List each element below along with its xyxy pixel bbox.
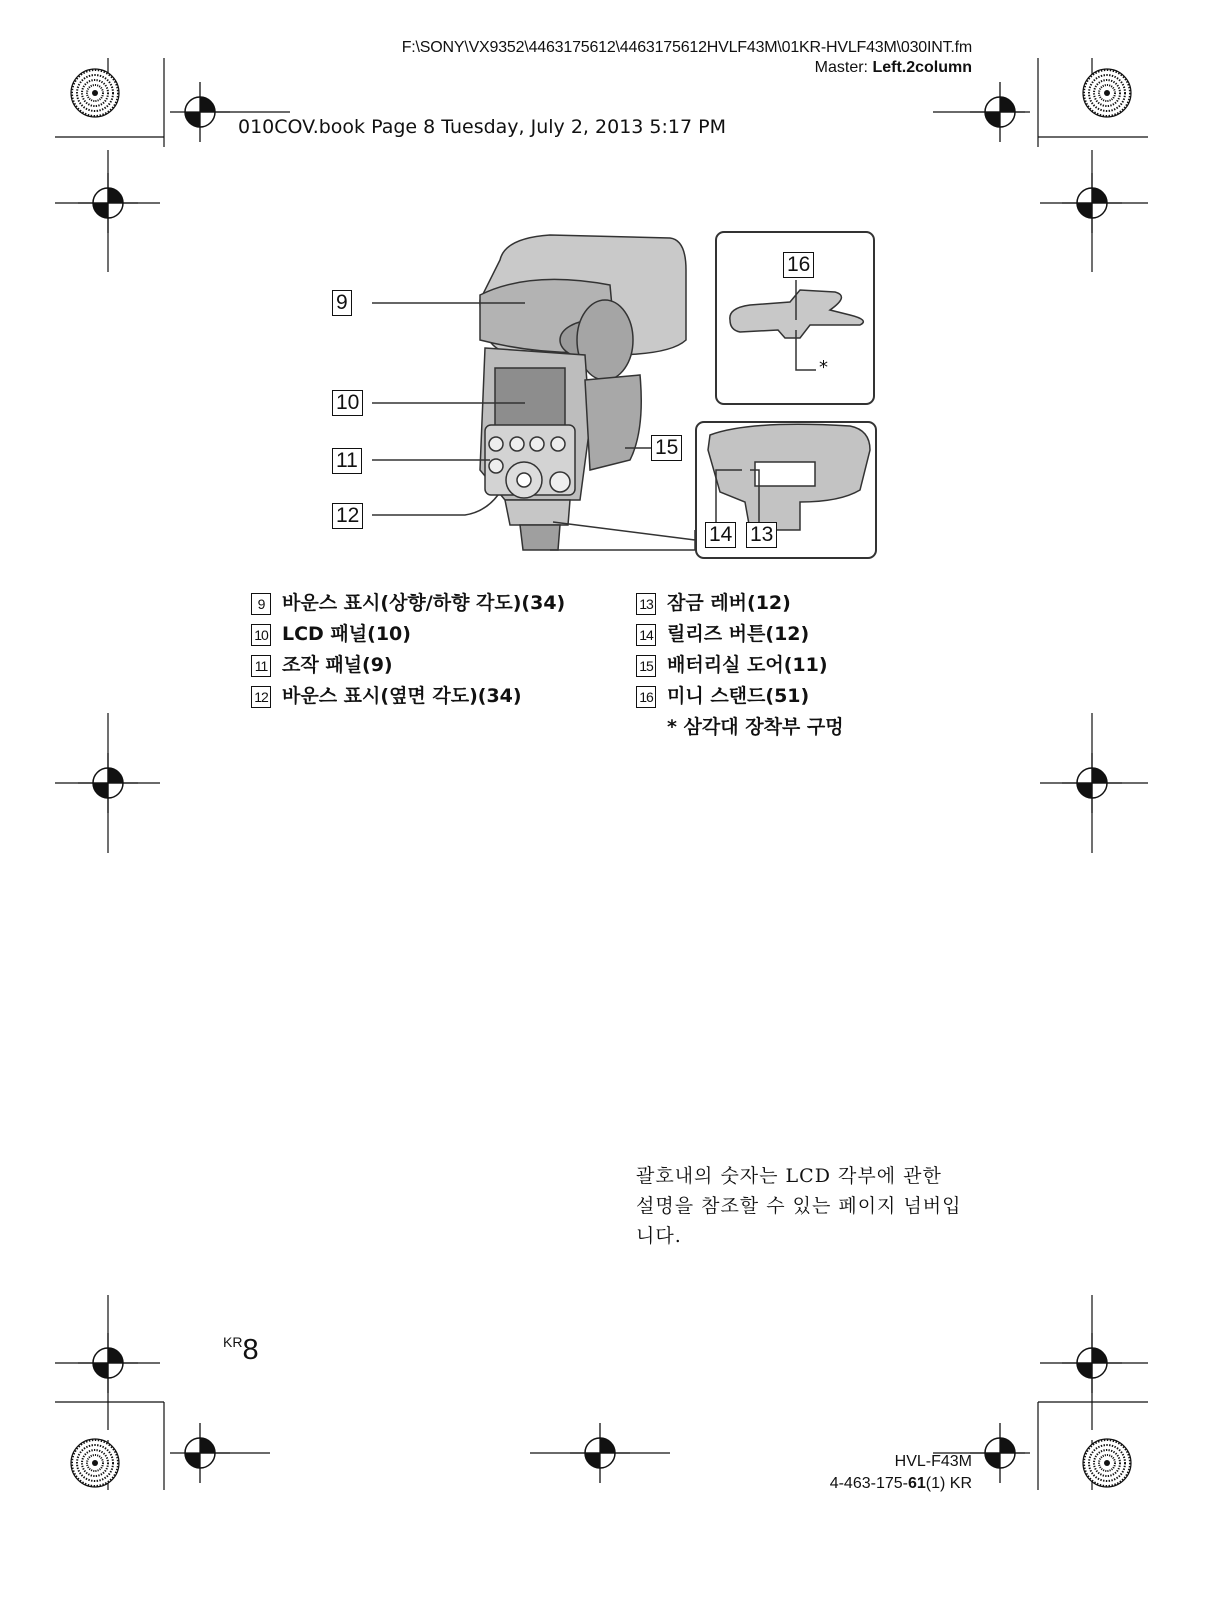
master-value: Left.2column [872, 59, 972, 76]
footer-model: HVL-F43M [894, 1453, 972, 1470]
legend-num: 13 [636, 593, 656, 615]
legend-num: 10 [251, 624, 271, 646]
callout-9: 9 [332, 290, 352, 316]
legend-num: 15 [636, 655, 656, 677]
body-note-line: 괄호내의 숫자는 LCD 각부에 관한 [636, 1165, 942, 1187]
legend-item [251, 588, 565, 619]
page-number-prefix: KR [223, 1334, 243, 1350]
asterisk-mark: * [819, 357, 828, 378]
callout-14: 14 [705, 522, 736, 548]
page-number-value: 8 [242, 1334, 259, 1366]
footer-code-suffix: (1) KR [925, 1475, 972, 1492]
callout-15: 15 [651, 435, 682, 461]
master-label [600, 58, 972, 77]
legend-item [636, 619, 844, 650]
legend-text: LCD 패널(10) [282, 623, 411, 645]
callout-11: 11 [332, 448, 362, 474]
legend-text: 조작 패널(9) [282, 654, 393, 676]
callout-16: 16 [783, 252, 814, 278]
body-note [636, 1161, 962, 1251]
legend-num: 14 [636, 624, 656, 646]
legend-item [251, 619, 565, 650]
footer-code-bold: 61 [907, 1475, 926, 1492]
legend-item [636, 650, 844, 681]
legend-num: 12 [251, 686, 271, 708]
legend-item [251, 681, 565, 712]
legend-text: 미니 스탠드(51) [667, 685, 810, 707]
legend-text: 바운스 표시(상향/하향 각도)(34) [282, 592, 566, 614]
master-label-text: Master: [814, 59, 868, 76]
legend-left [251, 588, 565, 712]
footer-code-prefix: 4-463-175- [829, 1475, 908, 1492]
legend-text: 배터리실 도어(11) [667, 654, 828, 676]
legend-item [251, 650, 565, 681]
body-note-line: 니다. [636, 1225, 682, 1247]
callout-13: 13 [746, 522, 777, 548]
callout-10: 10 [332, 390, 363, 416]
legend-num: 9 [251, 593, 271, 615]
footer-code [700, 1474, 972, 1494]
legend-num: 11 [251, 655, 271, 677]
page-number [223, 1334, 259, 1367]
legend-right [636, 588, 844, 743]
legend-text: 잠금 레버(12) [667, 592, 791, 614]
legend-text: 릴리즈 버튼(12) [667, 623, 810, 645]
body-note-line: 설명을 참조할 수 있는 페이지 넘버입 [636, 1195, 962, 1217]
file-path: F:\SONY\VX9352\4463175612\4463175612HVLF43M\01KR-HVLF43M\030INT.fm [401, 39, 972, 56]
legend-text: 바운스 표시(옆면 각도)(34) [282, 685, 522, 707]
legend-note: * 삼각대 장착부 구멍 [667, 716, 844, 738]
legend-item [636, 588, 844, 619]
book-info: 010COV.book Page 8 Tuesday, July 2, 2013 5:17 PM [238, 116, 726, 138]
legend-num: 16 [636, 686, 656, 708]
callout-12: 12 [332, 503, 363, 529]
legend-item [636, 681, 844, 712]
flash-illustration [330, 230, 890, 570]
